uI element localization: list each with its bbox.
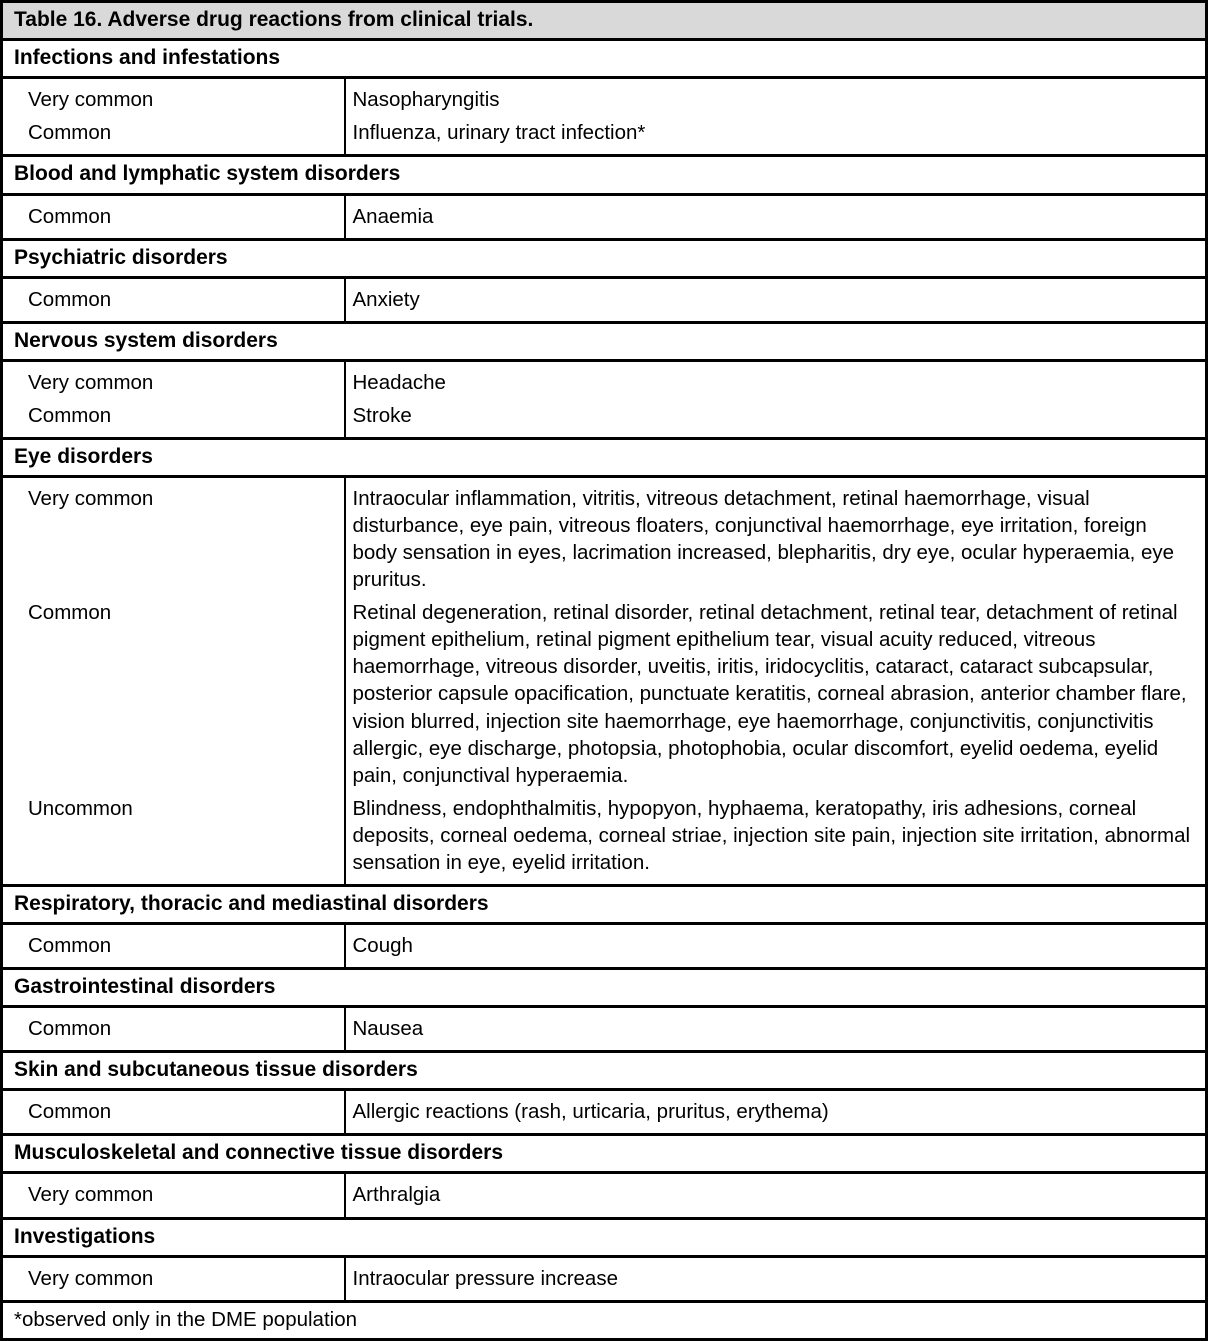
table-row — [2, 1173, 1207, 1218]
section-header-row — [2, 40, 1207, 78]
section-header-label: Gastrointestinal disorders — [2, 968, 1207, 1006]
frequency-cell: Common — [2, 277, 345, 322]
adverse-reaction-cell: Retinal degeneration, retinal disorder, retinal detachment, retinal tear, detachment of retinal pigment epithelium, retinal pigment epithelium tear, visual acuity reduced, vitreous haemorrhage, vitreous disorder, uveitis, iritis, iridocyclitis, cataract, cataract subcapsular, posterior capsule opacification, punctuate keratitis, corneal abrasion, anterior chamber flare, vision blurred, injection site haemorrhage, eye haemorrhage, conjunctivitis, conjunctivitis allergic, eye discharge, photopsia, photophobia, ocular discomfort, eyelid oedema, eyelid pain, conjunctival hyperaemia. — [345, 596, 1207, 791]
adverse-reaction-cell: Arthralgia — [345, 1173, 1207, 1218]
adverse-reaction-cell: Nausea — [345, 1007, 1207, 1052]
table-row — [2, 399, 1207, 439]
frequency-cell: Common — [2, 116, 345, 156]
section-header-label: Blood and lymphatic system disorders — [2, 156, 1207, 194]
table-title: Table 16. Adverse drug reactions from clinical trials. — [2, 2, 1207, 40]
section-header-label: Musculoskeletal and connective tissue disorders — [2, 1135, 1207, 1173]
table-row — [2, 596, 1207, 791]
adverse-reaction-cell: Nasopharyngitis — [345, 78, 1207, 117]
frequency-cell: Common — [2, 1090, 345, 1135]
section-header-label: Nervous system disorders — [2, 322, 1207, 360]
table-row — [2, 78, 1207, 117]
table-row — [2, 116, 1207, 156]
section-header-row — [2, 239, 1207, 277]
adverse-reaction-cell: Influenza, urinary tract infection* — [345, 116, 1207, 156]
adverse-reaction-cell: Cough — [345, 923, 1207, 968]
frequency-cell: Very common — [2, 477, 345, 597]
section-header-label: Respiratory, thoracic and mediastinal disorders — [2, 885, 1207, 923]
frequency-cell: Common — [2, 923, 345, 968]
section-header-row — [2, 1218, 1207, 1256]
section-header-row — [2, 885, 1207, 923]
table-row — [2, 1090, 1207, 1135]
adverse-reaction-cell: Intraocular pressure increase — [345, 1256, 1207, 1301]
frequency-cell: Common — [2, 399, 345, 439]
table-footnote: *observed only in the DME population — [2, 1301, 1207, 1340]
section-header-row — [2, 322, 1207, 360]
adverse-reaction-cell: Allergic reactions (rash, urticaria, pruritus, erythema) — [345, 1090, 1207, 1135]
table-title-row — [2, 2, 1207, 40]
section-header-row — [2, 968, 1207, 1006]
table-row — [2, 792, 1207, 886]
section-header-label: Psychiatric disorders — [2, 239, 1207, 277]
table-row — [2, 1007, 1207, 1052]
frequency-cell: Common — [2, 1007, 345, 1052]
adverse-reaction-cell: Anxiety — [345, 277, 1207, 322]
adverse-reaction-cell: Intraocular inflammation, vitritis, vitreous detachment, retinal haemorrhage, visual disturbance, eye pain, vitreous floaters, conjunctival haemorrhage, eye irritation, foreign body sensation in eyes, lacrimation increased, blepharitis, dry eye, ocular hyperaemia, eye pruritus. — [345, 477, 1207, 597]
section-header-row — [2, 1052, 1207, 1090]
table-row — [2, 923, 1207, 968]
table-footnote-row — [2, 1301, 1207, 1340]
adverse-reaction-cell: Blindness, endophthalmitis, hypopyon, hyphaema, keratopathy, iris adhesions, corneal deposits, corneal oedema, corneal striae, injection site pain, injection site irritation, abnormal sensation in eye, eyelid irritation. — [345, 792, 1207, 886]
section-header-row — [2, 156, 1207, 194]
section-header-label: Skin and subcutaneous tissue disorders — [2, 1052, 1207, 1090]
table-row — [2, 277, 1207, 322]
section-header-label: Eye disorders — [2, 438, 1207, 476]
section-header-label: Investigations — [2, 1218, 1207, 1256]
frequency-cell: Very common — [2, 78, 345, 117]
frequency-cell: Very common — [2, 1256, 345, 1301]
adverse-reaction-cell: Stroke — [345, 399, 1207, 439]
frequency-cell: Common — [2, 596, 345, 791]
adverse-reaction-cell: Anaemia — [345, 194, 1207, 239]
table-row — [2, 477, 1207, 597]
frequency-cell: Very common — [2, 1173, 345, 1218]
table-row — [2, 194, 1207, 239]
frequency-cell: Very common — [2, 360, 345, 399]
section-header-row — [2, 1135, 1207, 1173]
table-body — [2, 2, 1207, 1340]
section-header-label: Infections and infestations — [2, 40, 1207, 78]
adverse-reaction-cell: Headache — [345, 360, 1207, 399]
frequency-cell: Uncommon — [2, 792, 345, 886]
table-row — [2, 360, 1207, 399]
table-row — [2, 1256, 1207, 1301]
frequency-cell: Common — [2, 194, 345, 239]
section-header-row — [2, 438, 1207, 476]
